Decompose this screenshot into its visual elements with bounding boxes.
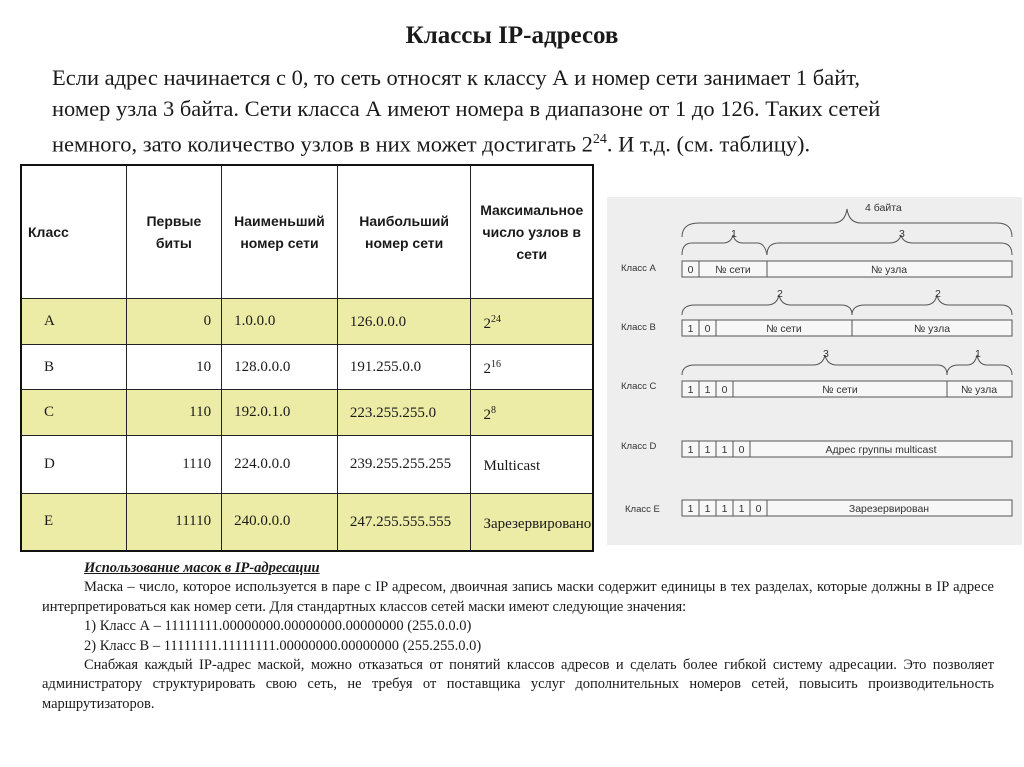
nodes-exp: 8: [490, 404, 496, 416]
class-d-field: Адрес группы multicast: [825, 444, 937, 456]
masks-item-1: 1) Класс А – 11111111.00000000.00000000.00000000 (255.0.0.0): [84, 618, 472, 635]
class-c-host: № узла: [960, 384, 998, 396]
cell-nodes: [471, 299, 593, 345]
cell-nodes: [471, 390, 593, 436]
class-e-bit: 1: [738, 503, 745, 515]
total-bytes-label: 4 байта: [865, 202, 902, 214]
class-b-net-bytes: 2: [777, 288, 783, 300]
brace-c-net: [682, 355, 947, 375]
brace-b-net: [682, 295, 852, 315]
intro-line-3-text: немного, зато количество узлов в них может достигать 2: [52, 131, 593, 157]
cell-class: B: [21, 344, 126, 390]
cell-max: 191.255.0.0: [337, 344, 471, 390]
class-b-host-bytes: 2: [935, 288, 941, 300]
address-format-diagram: [607, 197, 1022, 545]
cell-class: A: [21, 299, 126, 345]
class-d-bit: 0: [738, 444, 745, 456]
masks-item-2: 2) Класс В – 11111111.11111111.00000000.00000000 (255.255.0.0): [84, 637, 482, 654]
brace-b-host: [852, 295, 1012, 315]
class-c-bit: 1: [687, 384, 694, 396]
cell-max: 239.255.255.255: [337, 435, 471, 493]
nodes-base: 2: [483, 406, 491, 423]
class-e-field: Зарезервирован: [848, 503, 930, 515]
intro-line-3: [52, 124, 982, 160]
nodes-exp: 16: [490, 359, 501, 371]
header-class: Класс: [21, 165, 126, 299]
table-row: [21, 299, 593, 345]
cell-max: 247.255.555.555: [337, 493, 471, 551]
class-b-label: Класс В: [621, 322, 656, 333]
class-a-net: № сети: [715, 264, 751, 276]
header-first-bits: Первые биты: [126, 165, 221, 299]
class-d-bit: 1: [704, 444, 711, 456]
cell-max: 223.255.255.0: [337, 390, 471, 436]
nodes-base: 2: [483, 361, 491, 378]
class-a-host-bytes: 3: [899, 228, 905, 240]
nodes-base: 2: [483, 315, 491, 332]
class-c-bit: 1: [704, 384, 711, 396]
cell-bits: 1110: [126, 435, 221, 493]
cell-bits: 10: [126, 344, 221, 390]
address-classes-table: [20, 164, 594, 552]
class-b-host: № узла: [913, 323, 951, 335]
class-c-bit: 0: [721, 384, 728, 396]
table-row: [21, 390, 593, 436]
nodes-base: Зарезервировано: [483, 515, 592, 532]
table-row: [21, 493, 593, 551]
header-max-nodes: Максимальное число узлов в сети: [471, 165, 593, 299]
nodes-exp: 24: [490, 313, 501, 325]
intro-paragraph: [52, 62, 982, 160]
header-min-network: Наименьший номер сети: [222, 165, 338, 299]
class-e-bit: 1: [704, 503, 711, 515]
intro-exponent: 24: [592, 132, 607, 147]
cell-bits: 11110: [126, 493, 221, 551]
class-e-bit: 0: [755, 503, 762, 515]
cell-bits: 110: [126, 390, 221, 436]
class-d-bit: 1: [721, 444, 728, 456]
class-b-net: № сети: [766, 323, 802, 335]
masks-paragraph-2: Снабжая каждый IP-адрес маской, можно отказаться от понятий классов адресов и сделать более гибкой систему адресации. Это позволяет администратору структурировать свою сеть, не требуя от поставщика услуг дополнительных номеров сетей, повысить производительность маршрутизаторов.: [42, 657, 994, 712]
brace-a-net: [682, 235, 767, 255]
masks-section: [42, 559, 994, 714]
class-b-bit: 1: [687, 323, 694, 335]
class-c-label: Класс С: [621, 381, 657, 392]
intro-line-3-end: . И т.д. (см. таблицу).: [606, 131, 811, 157]
cell-bits: 0: [126, 299, 221, 345]
class-d-bit: 1: [687, 444, 694, 456]
class-b-box: [682, 320, 1012, 336]
cell-min: 224.0.0.0: [222, 435, 338, 493]
table-header-row: [21, 165, 593, 299]
class-a-label: Класс А: [621, 263, 656, 274]
brace-a-host: [767, 235, 1012, 255]
intro-line-2: номер узла 3 байта. Сети класса А имеют номера в диапазоне от 1 до 126. Таких сетей: [52, 96, 881, 121]
header-max-network: Наибольший номер сети: [337, 165, 471, 299]
class-c-net-bytes: 3: [823, 348, 829, 360]
class-d-label: Класс D: [621, 441, 657, 452]
class-c-net: № сети: [822, 384, 858, 396]
cell-nodes: [471, 493, 593, 551]
class-e-bit: 1: [687, 503, 694, 515]
cell-class: D: [21, 435, 126, 493]
cell-class: C: [21, 390, 126, 436]
class-e-box: [682, 500, 1012, 516]
masks-paragraph-1: Маска – число, которое используется в паре с IP адресом, двоичная запись маски содержит единицы в тех разделах, которые должны в IP адресе интерпретироваться как номер сети. Для стандартных классов сетей маски имеют следующие значения:: [42, 579, 994, 615]
class-a-bit: 0: [687, 264, 694, 276]
cell-max: 126.0.0.0: [337, 299, 471, 345]
cell-class: E: [21, 493, 126, 551]
table-row: [21, 435, 593, 493]
cell-min: 192.0.1.0: [222, 390, 338, 436]
masks-heading: Использование масок в IP-адресации: [84, 560, 320, 576]
cell-min: 128.0.0.0: [222, 344, 338, 390]
cell-min: 240.0.0.0: [222, 493, 338, 551]
class-c-host-bytes: 1: [975, 348, 981, 360]
class-a-host: № узла: [870, 264, 908, 276]
cell-nodes: [471, 344, 593, 390]
cell-min: 1.0.0.0: [222, 299, 338, 345]
cell-nodes: [471, 435, 593, 493]
table-row: [21, 344, 593, 390]
page-title: Классы IP-адресов: [405, 22, 619, 49]
class-e-bit: 1: [721, 503, 728, 515]
intro-line-1: Если адрес начинается с 0, то сеть относят к классу А и номер сети занимает 1 байт,: [52, 65, 861, 90]
class-a-net-bytes: 1: [731, 228, 737, 240]
class-e-label: Класс Е: [625, 504, 660, 515]
class-b-bit: 0: [704, 323, 711, 335]
nodes-base: Multicast: [483, 458, 541, 475]
